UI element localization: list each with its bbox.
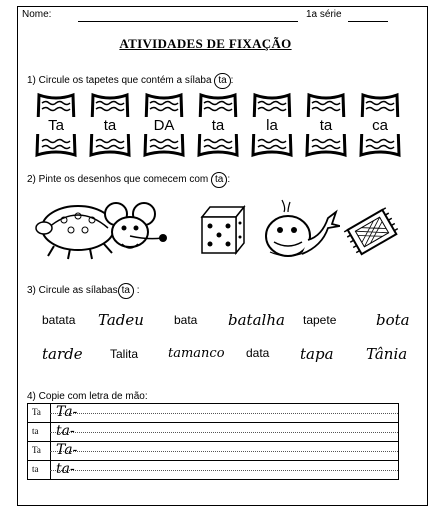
name-label: Nome: <box>22 9 52 20</box>
word-talita[interactable]: Talita <box>110 347 139 361</box>
target-syllable-circle: ta <box>214 73 230 89</box>
rug-syllable: la <box>249 117 295 134</box>
word-batalha[interactable]: batalha <box>228 311 285 329</box>
question-1-prompt: 1) Circule os tapetes que contém a sílaba <box>27 75 212 86</box>
row-divider <box>28 422 398 423</box>
target-syllable-circle: ta <box>118 283 134 299</box>
guide-line <box>50 413 398 414</box>
word-bota[interactable]: bota <box>376 311 410 329</box>
word-batata[interactable]: batata <box>42 313 76 327</box>
row-divider <box>28 441 398 442</box>
whale-icon[interactable] <box>262 196 340 262</box>
grade-field-line[interactable] <box>348 21 388 22</box>
word-tapa[interactable]: tapa <box>300 345 334 363</box>
rug-1[interactable] <box>33 91 79 159</box>
question-3: 3) Circule as sílabas ta : <box>27 283 140 299</box>
question-2-prompt: 2) Pinte os desenhos que comecem com <box>27 174 209 185</box>
word-data[interactable]: data <box>246 346 270 360</box>
row-model[interactable]: ta- <box>56 423 75 439</box>
guide-line <box>50 451 398 452</box>
rug-icon[interactable] <box>342 204 402 260</box>
copy-table <box>27 403 399 480</box>
rug-2[interactable] <box>87 91 133 159</box>
rug-syllable: ta <box>303 117 349 134</box>
page-title: ATIVIDADES DE FIXAÇÃO <box>119 36 292 51</box>
word-tarde[interactable]: tarde <box>42 345 83 363</box>
question-2: 2) Pinte os desenhos que comecem com ta : <box>27 172 230 188</box>
row-label: ta <box>32 464 39 474</box>
word-tamanco[interactable]: tamanco <box>168 346 225 361</box>
target-syllable-circle: ta <box>211 172 227 188</box>
question-3-prompt: 3) Circule as sílabas <box>27 285 118 296</box>
row-label: Ta <box>32 445 41 455</box>
word-bata[interactable]: bata <box>174 313 198 327</box>
grade-label: 1a série <box>306 9 342 20</box>
row-label: Ta <box>32 407 41 417</box>
row-label: ta <box>32 426 39 436</box>
row-model[interactable]: Ta- <box>56 442 78 458</box>
rug-7[interactable] <box>357 91 403 159</box>
rug-6[interactable] <box>303 91 349 159</box>
guide-line <box>50 432 398 433</box>
rug-3[interactable] <box>141 91 187 159</box>
word-tadeu[interactable]: Tadeu <box>98 311 144 329</box>
rug-syllable: ta <box>87 117 133 134</box>
word-tania[interactable]: Tânia <box>366 345 408 363</box>
rug-syllable: ta <box>195 117 241 134</box>
question-4-prompt: 4) Copie com letra de mão: <box>27 391 148 402</box>
name-field-line[interactable] <box>78 21 298 22</box>
question-1: 1) Circule os tapetes que contém a sílaba ta : <box>27 73 233 89</box>
rug-5[interactable] <box>249 91 295 159</box>
rug-syllable: Ta <box>33 117 79 134</box>
row-divider <box>28 460 398 461</box>
guide-line <box>50 470 398 471</box>
mouse-icon[interactable] <box>100 200 170 264</box>
word-tapete[interactable]: tapete <box>303 313 337 327</box>
rug-syllable: DA <box>141 117 187 134</box>
rug-4[interactable] <box>195 91 241 159</box>
row-model[interactable]: ta- <box>56 461 75 477</box>
dice-icon[interactable] <box>196 203 248 255</box>
row-model[interactable]: Ta- <box>56 404 78 420</box>
rug-syllable: ca <box>357 117 403 134</box>
